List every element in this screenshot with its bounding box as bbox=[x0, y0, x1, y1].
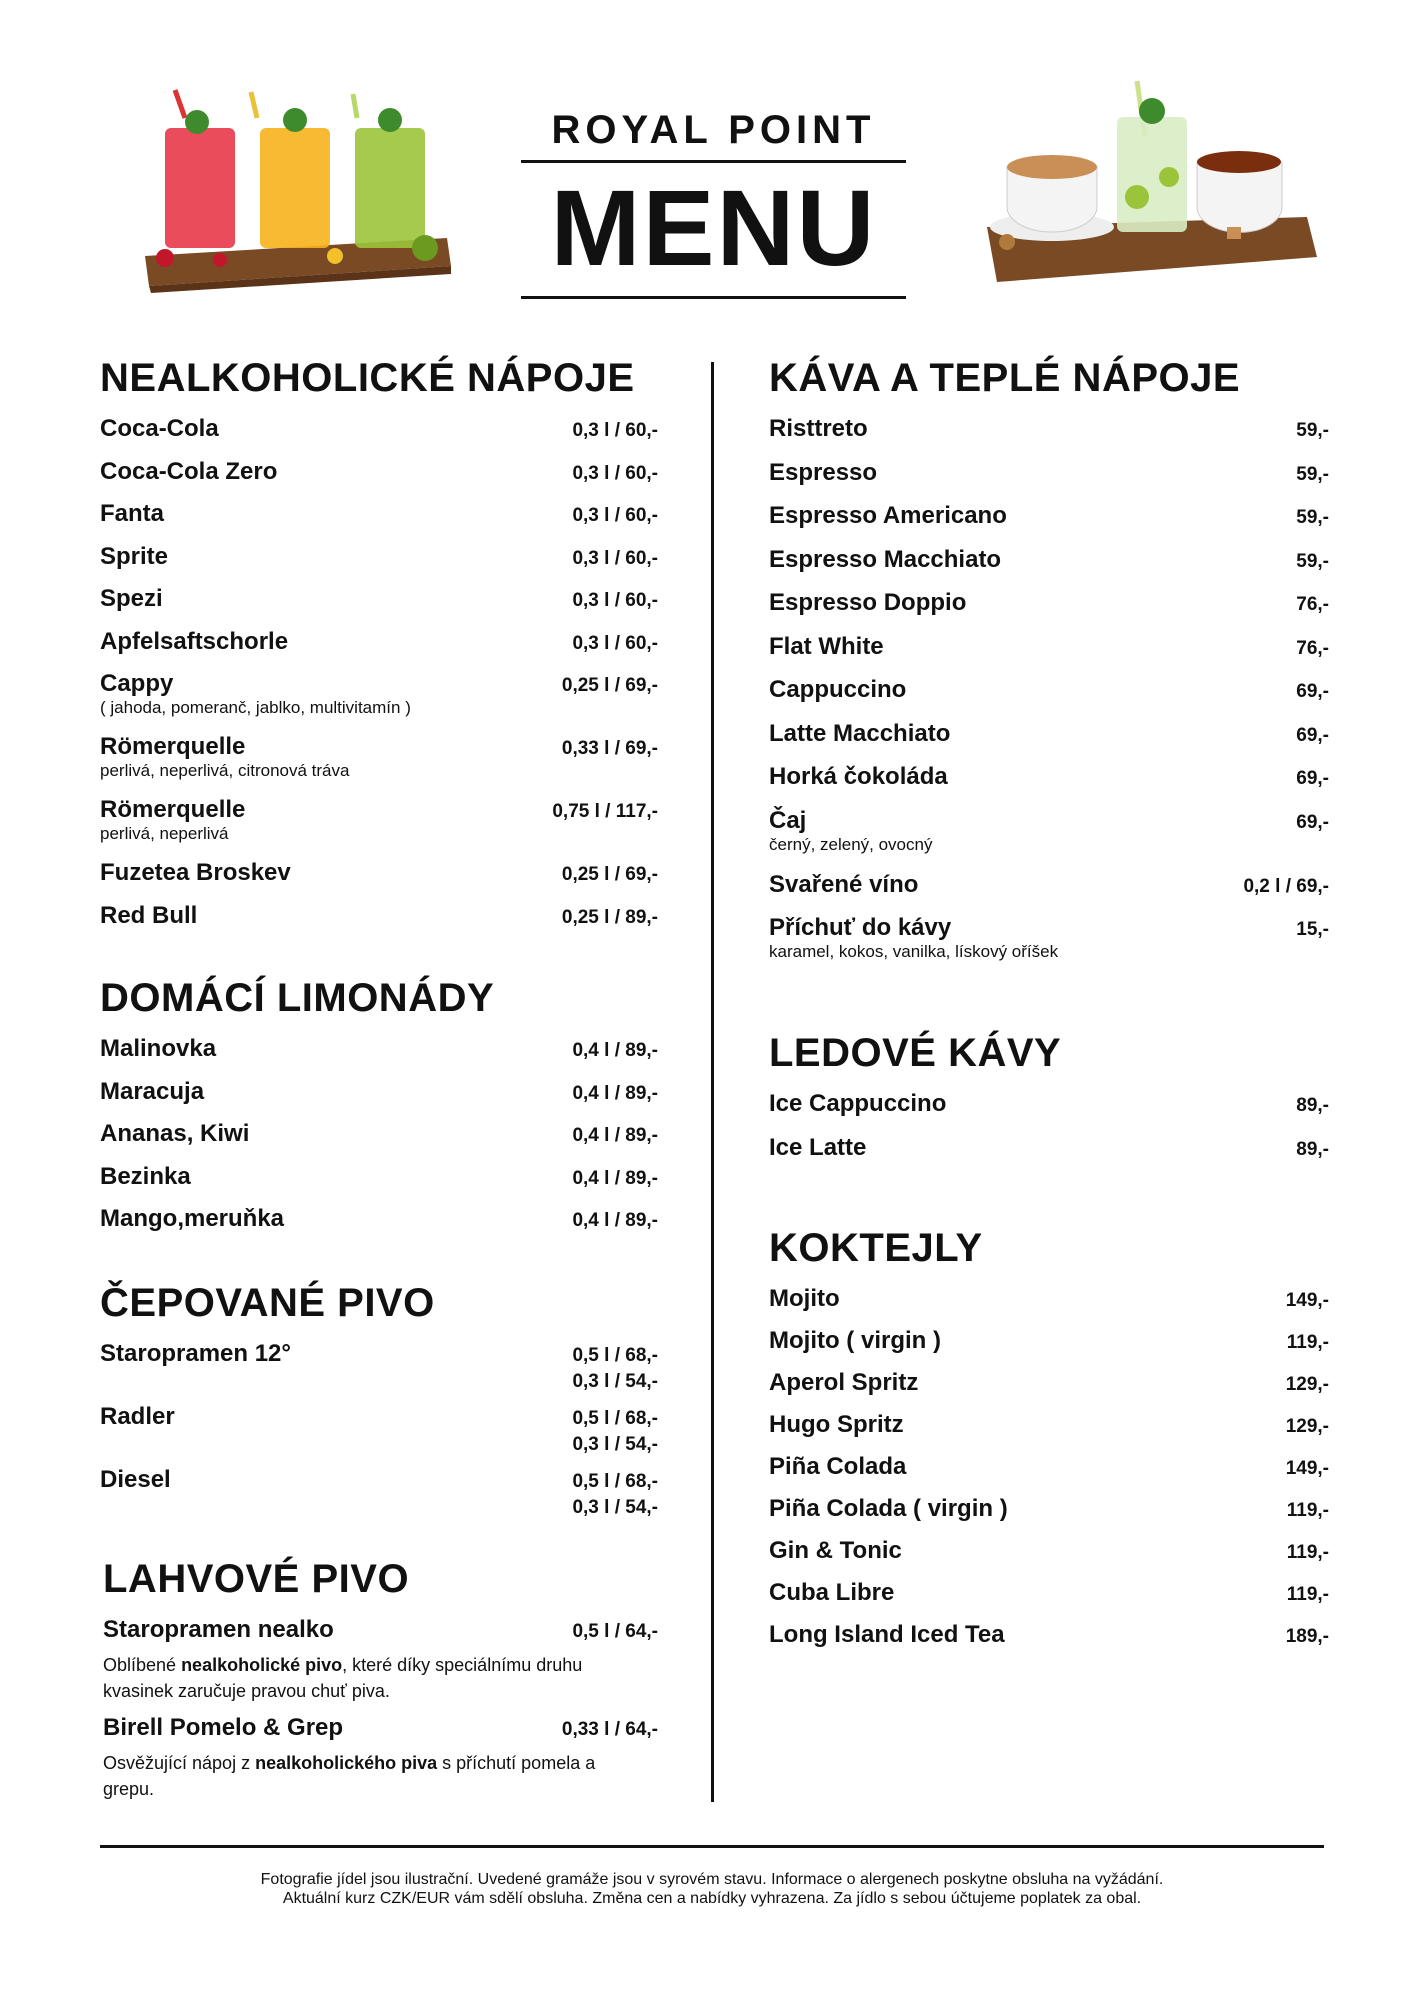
section-title: KOKTEJLY bbox=[769, 1226, 983, 1270]
item-price bbox=[572, 1166, 658, 1192]
item-price bbox=[1296, 636, 1329, 662]
menu-item bbox=[100, 1163, 658, 1206]
section-title: DOMÁCÍ LIMONÁDY bbox=[100, 976, 495, 1020]
item-name: Apfelsaftschorle bbox=[100, 627, 289, 655]
item-price-value: 89,- bbox=[1296, 1138, 1329, 1160]
item-price bbox=[1287, 1540, 1329, 1566]
menu-item bbox=[100, 585, 658, 628]
item-price bbox=[1296, 917, 1329, 943]
item-price-value: 0,3 l / 60,- bbox=[572, 590, 658, 611]
item-name: Radler bbox=[100, 1403, 175, 1430]
item-name: Römerquelle bbox=[100, 733, 246, 760]
item-name: Risttreto bbox=[769, 415, 868, 442]
item-name: Mojito bbox=[769, 1285, 840, 1312]
item-name: Fanta bbox=[100, 500, 165, 527]
item-name: Coca-Cola Zero bbox=[100, 457, 278, 485]
item-price bbox=[1286, 1456, 1329, 1482]
item-price-value: 0,25 l / 69,- bbox=[561, 675, 658, 696]
menu-item bbox=[769, 763, 1329, 807]
menu-item bbox=[769, 1369, 1329, 1411]
item-name: Espresso Macchiato bbox=[769, 545, 1002, 573]
item-name: Ice Cappuccino bbox=[769, 1090, 947, 1117]
item-price bbox=[572, 631, 658, 657]
item-price-value: 59,- bbox=[1296, 550, 1329, 572]
footer-line-1: Fotografie jídel jsou ilustrační. Uvedené gramáže jsou v syrovém stavu. Informace o alergenech poskytne obsluha na vyžádání. bbox=[260, 1871, 1164, 1888]
menu-item bbox=[100, 1205, 658, 1248]
item-price bbox=[572, 503, 658, 529]
item-price-value: 0,4 l / 89,- bbox=[572, 1082, 658, 1104]
item-price-value: 0,3 l / 60,- bbox=[572, 632, 658, 654]
item-name: Flat White bbox=[769, 632, 884, 660]
item-price bbox=[562, 736, 658, 762]
item-price bbox=[1286, 1372, 1329, 1398]
item-price bbox=[1287, 1498, 1329, 1524]
item-price bbox=[572, 1469, 658, 1521]
description-text: Oblíbené bbox=[103, 1655, 182, 1675]
menu-item bbox=[100, 543, 658, 586]
item-price-value: 0,4 l / 89,- bbox=[572, 1125, 658, 1146]
item-price-value: 0,5 l / 64,- bbox=[572, 1621, 658, 1642]
menu-item bbox=[103, 1714, 658, 1802]
item-name: Coca-Cola bbox=[100, 415, 219, 442]
item-price-value: 119,- bbox=[1286, 1500, 1329, 1521]
item-price bbox=[572, 1208, 658, 1234]
menu-item bbox=[769, 1495, 1329, 1537]
item-name: Mojito ( virgin ) bbox=[769, 1327, 941, 1354]
menu-item bbox=[100, 902, 658, 945]
menu-item bbox=[769, 589, 1329, 633]
page-title: MENU bbox=[550, 167, 877, 288]
item-price-value: 0,2 l / 69,- bbox=[1243, 875, 1329, 897]
item-name: Příchuť do kávy bbox=[769, 914, 952, 941]
item-name: Cuba Libre bbox=[769, 1579, 895, 1606]
item-name: Latte Macchiato bbox=[769, 719, 951, 747]
menu-item bbox=[769, 1579, 1329, 1621]
item-name: Hugo Spritz bbox=[769, 1411, 904, 1438]
menu-item bbox=[100, 1078, 658, 1121]
item-price bbox=[572, 1038, 658, 1064]
item-price-value: 149,- bbox=[1285, 1458, 1329, 1479]
menu-item bbox=[769, 1411, 1329, 1453]
item-name: Espresso Americano bbox=[769, 502, 1007, 529]
item-price-value: 0,5 l / 68,- bbox=[572, 1471, 658, 1492]
item-price bbox=[572, 546, 658, 572]
item-price-value: 119,- bbox=[1286, 1584, 1329, 1605]
menu-item bbox=[769, 415, 1329, 459]
item-price-value: 69,- bbox=[1296, 768, 1329, 789]
description-text: Osvěžující nápoj z bbox=[103, 1753, 256, 1773]
header-divider-top bbox=[521, 160, 906, 163]
item-name: Staropramen nealko bbox=[103, 1616, 334, 1643]
menu-section-nealkoholicke-napoje bbox=[100, 355, 658, 944]
menu-item bbox=[769, 807, 1329, 871]
menu-item bbox=[100, 1340, 658, 1403]
item-name: Fuzetea Broskev bbox=[100, 859, 291, 886]
item-price bbox=[572, 1406, 658, 1458]
menu-section-ledove-kavy bbox=[769, 1030, 1329, 1177]
item-price-value-small: 0,3 l / 54,- bbox=[572, 1497, 658, 1518]
item-price bbox=[562, 673, 658, 699]
item-price-value: 0,5 l / 68,- bbox=[572, 1408, 658, 1429]
item-price-value: 0,3 l / 60,- bbox=[572, 420, 658, 441]
item-description: perlivá, neperlivá, citronová tráva bbox=[100, 761, 350, 780]
item-price bbox=[1287, 1582, 1329, 1608]
item-price bbox=[562, 1717, 658, 1743]
item-price bbox=[1296, 1137, 1329, 1163]
item-name: Espresso Doppio bbox=[769, 589, 967, 616]
item-price-value: 76,- bbox=[1296, 594, 1329, 615]
item-name: Staropramen 12° bbox=[100, 1340, 292, 1367]
menu-item bbox=[769, 871, 1329, 915]
menu-item bbox=[100, 1120, 658, 1163]
item-price-value: 76,- bbox=[1296, 637, 1329, 659]
item-name: Ice Latte bbox=[769, 1133, 867, 1161]
menu-item bbox=[100, 1403, 658, 1466]
footer-divider bbox=[100, 1845, 1324, 1848]
section-title: LAHVOVÉ PIVO bbox=[103, 1557, 410, 1601]
item-price-value: 129,- bbox=[1285, 1374, 1329, 1395]
item-price bbox=[562, 862, 658, 888]
item-price-value: 0,3 l / 60,- bbox=[572, 547, 658, 569]
menu-item bbox=[769, 1090, 1329, 1134]
menu-item bbox=[100, 796, 658, 859]
menu-item bbox=[769, 1134, 1329, 1178]
menu-item bbox=[100, 458, 658, 501]
item-price-value: 119,- bbox=[1286, 1542, 1329, 1563]
item-price bbox=[1296, 505, 1329, 531]
footer-line-2: Aktuální kurz CZK/EUR vám sdělí obsluha. Změna cen a nabídky vyhrazena. Za jídlo s sebou účtujeme poplatek za obal. bbox=[282, 1890, 1142, 1907]
menu-item bbox=[100, 1035, 658, 1078]
section-title: ČEPOVANÉ PIVO bbox=[100, 1281, 435, 1325]
menu-item bbox=[100, 859, 658, 902]
coffee-tea-image bbox=[977, 77, 1319, 287]
item-name: Birell Pomelo & Grep bbox=[103, 1714, 344, 1741]
item-name: Römerquelle bbox=[100, 796, 246, 823]
item-price bbox=[552, 799, 658, 825]
menu-item bbox=[100, 500, 658, 543]
item-name: Piña Colada bbox=[769, 1453, 907, 1480]
item-description: perlivá, neperlivá bbox=[100, 824, 229, 843]
item-name: Sprite bbox=[100, 542, 169, 570]
item-price bbox=[572, 461, 658, 487]
item-description: karamel, kokos, vanilka, lískový oříšek bbox=[769, 942, 1059, 961]
item-price-value: 69,- bbox=[1296, 681, 1329, 702]
item-price-value: 89,- bbox=[1296, 1095, 1329, 1116]
item-name: Svařené víno bbox=[769, 870, 919, 898]
item-price-value: 69,- bbox=[1296, 811, 1329, 833]
item-price-value: 15,- bbox=[1296, 919, 1329, 940]
item-price bbox=[572, 1123, 658, 1149]
item-name: Mango,meruňka bbox=[100, 1205, 285, 1232]
item-price-value: 0,4 l / 89,- bbox=[572, 1210, 658, 1231]
item-price-value: 0,33 l / 69,- bbox=[561, 738, 658, 759]
menu-item bbox=[769, 914, 1329, 978]
menu-item bbox=[769, 1537, 1329, 1579]
item-name: Ananas, Kiwi bbox=[100, 1120, 250, 1147]
item-price bbox=[1296, 592, 1329, 618]
item-name: Espresso bbox=[769, 458, 878, 486]
item-price bbox=[1287, 1330, 1329, 1356]
item-price-value: 0,25 l / 69,- bbox=[561, 864, 658, 885]
menu-item bbox=[769, 1621, 1329, 1663]
item-price bbox=[572, 1343, 658, 1395]
item-name: Long Island Iced Tea bbox=[769, 1621, 1005, 1648]
item-name: Piña Colada ( virgin ) bbox=[769, 1495, 1008, 1522]
menu-item bbox=[769, 720, 1329, 764]
menu-item bbox=[100, 415, 658, 458]
item-price-value: 0,3 l / 60,- bbox=[572, 462, 658, 484]
item-price bbox=[1296, 810, 1329, 836]
item-name: Diesel bbox=[100, 1466, 171, 1493]
item-price-value: 119,- bbox=[1286, 1332, 1329, 1353]
menu-section-lahvove-pivo bbox=[103, 1556, 658, 1812]
menu-item bbox=[769, 633, 1329, 677]
item-price-value: 149,- bbox=[1285, 1290, 1329, 1311]
menu-section-cepovane-pivo bbox=[100, 1280, 658, 1529]
item-price bbox=[572, 418, 658, 444]
menu-item bbox=[769, 1285, 1329, 1327]
item-price bbox=[1296, 723, 1329, 749]
menu-item bbox=[769, 1453, 1329, 1495]
item-price-value: 0,75 l / 117,- bbox=[552, 801, 658, 822]
menu-item bbox=[769, 676, 1329, 720]
item-name: Čaj bbox=[769, 806, 807, 834]
item-price bbox=[1296, 462, 1329, 488]
item-name: Malinovka bbox=[100, 1035, 217, 1062]
item-price-value: 0,33 l / 64,- bbox=[561, 1719, 658, 1740]
footer-note bbox=[100, 1870, 1324, 1908]
item-price bbox=[562, 905, 658, 931]
menu-item bbox=[769, 546, 1329, 590]
item-description bbox=[103, 1652, 623, 1704]
item-name: Horká čokoláda bbox=[769, 763, 948, 790]
item-price-value: 129,- bbox=[1285, 1416, 1329, 1437]
menu-section-koktejly bbox=[769, 1225, 1329, 1663]
description-text: , které díky speciálnímu druhu kvasinek zaručuje pravou chuť piva. bbox=[103, 1655, 583, 1701]
item-price bbox=[1286, 1414, 1329, 1440]
brand-name: ROYAL POINT bbox=[551, 108, 876, 152]
item-description bbox=[103, 1750, 623, 1802]
item-price-value: 0,4 l / 89,- bbox=[572, 1040, 658, 1061]
menu-item bbox=[100, 733, 658, 796]
item-name: Red Bull bbox=[100, 901, 198, 929]
section-title: LEDOVÉ KÁVY bbox=[769, 1031, 1062, 1075]
item-price bbox=[1286, 1624, 1329, 1650]
item-price bbox=[1296, 418, 1329, 444]
item-price bbox=[1286, 1288, 1329, 1314]
item-price-value: 0,3 l / 60,- bbox=[572, 505, 658, 526]
menu-item bbox=[769, 1327, 1329, 1369]
item-name: Spezi bbox=[100, 585, 163, 612]
section-title: NEALKOHOLICKÉ NÁPOJE bbox=[100, 356, 635, 400]
item-price-value: 59,- bbox=[1296, 463, 1329, 485]
menu-section-domaci-limonady bbox=[100, 975, 658, 1248]
item-name: Maracuja bbox=[100, 1077, 205, 1105]
header-divider-bottom bbox=[521, 296, 906, 299]
description-highlight: nealkoholické pivo bbox=[181, 1655, 343, 1675]
item-price-value-small: 0,3 l / 54,- bbox=[572, 1371, 658, 1392]
item-price bbox=[572, 1619, 658, 1645]
item-price-value: 0,5 l / 68,- bbox=[572, 1345, 658, 1366]
item-price bbox=[572, 1081, 658, 1107]
item-price bbox=[1296, 766, 1329, 792]
item-price bbox=[572, 588, 658, 614]
item-name: Aperol Spritz bbox=[769, 1369, 919, 1396]
column-divider bbox=[711, 362, 714, 1802]
menu-item bbox=[100, 1466, 658, 1529]
item-name: Cappuccino bbox=[769, 676, 907, 703]
item-price-value: 69,- bbox=[1296, 724, 1329, 746]
item-name: Cappy bbox=[100, 670, 174, 697]
item-price bbox=[1296, 549, 1329, 575]
item-description: ( jahoda, pomeranč, jablko, multivitamín ) bbox=[100, 698, 411, 717]
item-description: černý, zelený, ovocný bbox=[769, 834, 933, 854]
description-text: s příchutí pomela a grepu. bbox=[103, 1753, 596, 1799]
menu-section-kava-a-teple-napoje bbox=[769, 355, 1329, 978]
item-price-value: 0,4 l / 89,- bbox=[572, 1167, 658, 1189]
menu-item bbox=[100, 670, 658, 733]
menu-item bbox=[103, 1616, 658, 1704]
menu-item bbox=[769, 502, 1329, 546]
item-price bbox=[1296, 1093, 1329, 1119]
item-name: Gin & Tonic bbox=[769, 1537, 902, 1564]
item-price-value: 189,- bbox=[1285, 1626, 1329, 1647]
item-price-value-small: 0,3 l / 54,- bbox=[572, 1434, 658, 1455]
item-price bbox=[1296, 679, 1329, 705]
item-price-value: 0,25 l / 89,- bbox=[561, 906, 658, 928]
item-price-value: 59,- bbox=[1296, 420, 1329, 441]
item-price bbox=[1243, 874, 1329, 900]
lemonades-image bbox=[135, 88, 457, 293]
item-name: Bezinka bbox=[100, 1162, 191, 1190]
menu-item bbox=[769, 459, 1329, 503]
menu-item bbox=[100, 628, 658, 671]
section-title: KÁVA A TEPLÉ NÁPOJE bbox=[769, 356, 1241, 400]
description-highlight: nealkoholického piva bbox=[255, 1753, 438, 1773]
item-price-value: 59,- bbox=[1296, 507, 1329, 528]
